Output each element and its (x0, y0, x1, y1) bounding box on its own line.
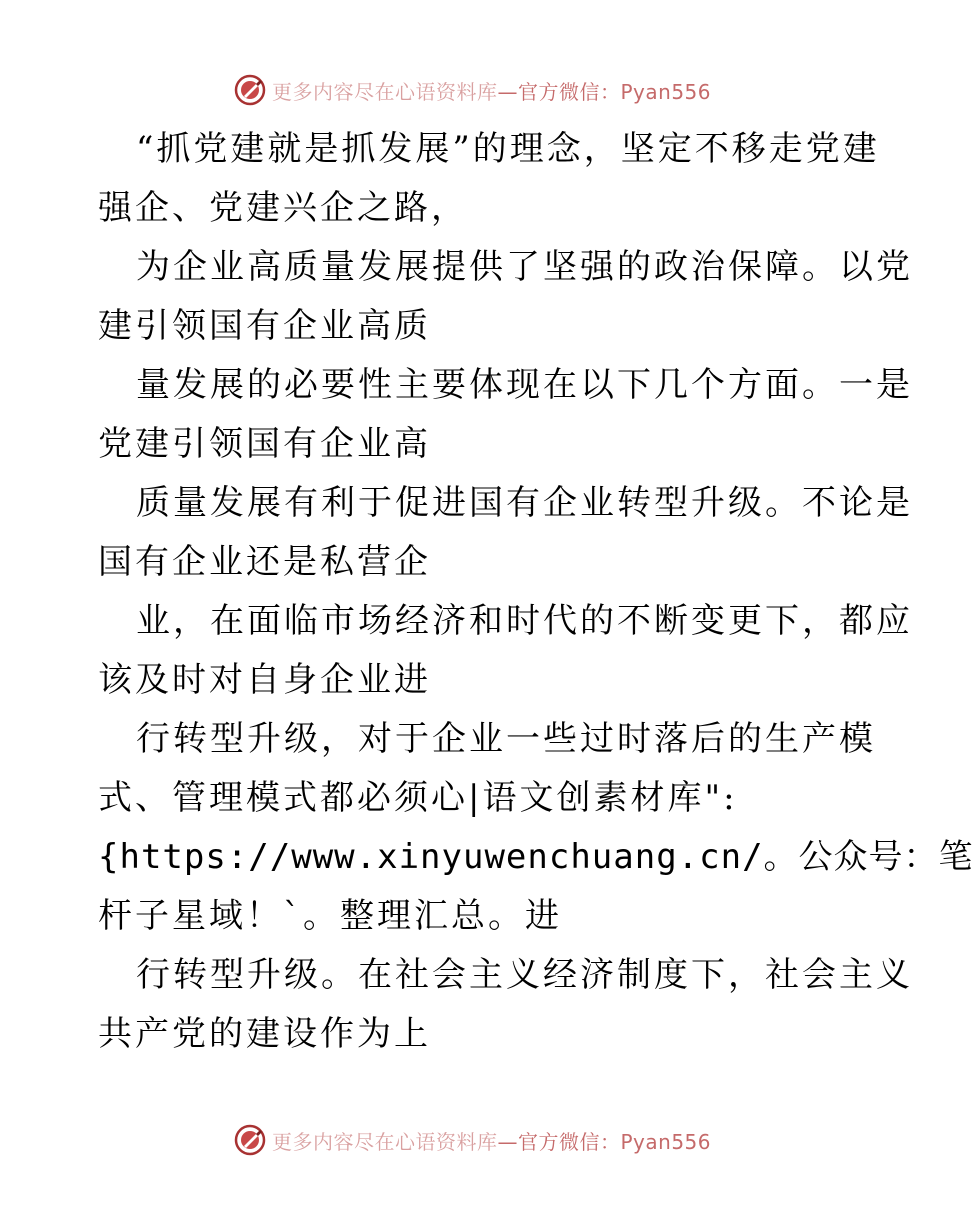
document-body (98, 120, 974, 1064)
body-line: 行转型升级。在社会主义经济制度下，社会主义 (136, 955, 913, 995)
body-line: 业，在面临市场经济和时代的不断变更下，都应 (136, 601, 913, 641)
body-line: “抓党建就是抓发展”的理念，坚定不移走党建 (136, 129, 880, 169)
header-brand-text: 更多内容尽在心语资料库 (272, 79, 498, 104)
body-line: 强企、党建兴企之路， (98, 188, 468, 228)
header-wechat-text: —官方微信：Pyan556 (497, 79, 712, 104)
header-banner (234, 72, 754, 108)
body-line: 量发展的必要性主要体现在以下几个方面。一是 (136, 365, 913, 405)
body-line: 式、管理模式都必须心|语文创素材库": (98, 778, 738, 818)
footer-wechat-text: —官方微信：Pyan556 (497, 1129, 712, 1154)
body-line: 为企业高质量发展提供了坚强的政治保障。以党 (136, 247, 913, 287)
body-line: 共产党的建设作为上 (98, 1014, 431, 1054)
body-line: 杆子星域！`。整理汇总。进 (98, 896, 562, 936)
pen-logo-icon (234, 74, 266, 106)
body-line: 国有企业还是私营企 (98, 542, 431, 582)
body-line-url: {https://www.xinyuwenchuang.cn/。公众号：笔 (98, 837, 974, 877)
footer-banner (234, 1122, 754, 1158)
footer-brand-text: 更多内容尽在心语资料库 (272, 1129, 498, 1154)
body-line: 质量发展有利于促进国有企业转型升级。不论是 (136, 483, 913, 523)
body-line: 建引领国有企业高质 (98, 306, 431, 346)
body-line: 党建引领国有企业高 (98, 424, 431, 464)
pen-logo-icon (234, 1124, 266, 1156)
body-line: 该及时对自身企业进 (98, 660, 431, 700)
body-line: 行转型升级，对于企业一些过时落后的生产模 (136, 719, 876, 759)
